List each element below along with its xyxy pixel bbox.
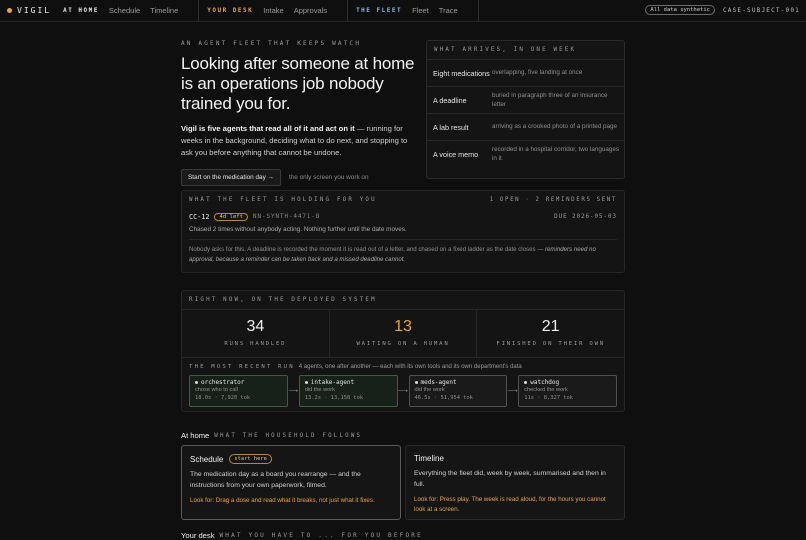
- agent-meta: 11s · 8,327 tok: [524, 395, 573, 401]
- agent-meta: 13.2s · 13,158 tok: [304, 395, 364, 401]
- cta-row: [181, 169, 416, 186]
- agent-meta: 46.5s · 51,954 tok: [414, 395, 473, 401]
- agent-role: did the work: [414, 387, 445, 393]
- held-item-id: CC-12: [189, 213, 210, 221]
- holding-explanation: [189, 245, 617, 265]
- arrives-row-name: Eight medications: [433, 68, 490, 78]
- held-item-due: DUE 2026-05-03: [554, 214, 617, 220]
- hero-eyebrow: AN AGENT FLEET THAT KEEPS WATCH: [181, 40, 362, 47]
- card-title-row: [190, 454, 392, 464]
- holding-divider: [189, 239, 617, 240]
- brand-dot-icon: [7, 8, 12, 13]
- holding-status: 1 OPEN · 2 REMINDERS SENT: [489, 197, 617, 203]
- case-id: CASE-SUBJECT-001: [723, 6, 800, 14]
- your-desk-header: [181, 531, 423, 540]
- hero-title: Looking after someone at home is an operations job nobody trained you for.: [181, 54, 415, 113]
- nav-item-timeline[interactable]: Timeline: [150, 6, 179, 15]
- arrives-eyebrow: WHAT ARRIVES, IN ONE WEEK: [434, 47, 577, 53]
- held-item-code: NN-SYNTH-4471-B: [253, 214, 321, 220]
- hero-lead-bold: Vigil is five agents that read all of it and act on it: [181, 124, 355, 133]
- nav-head-at-home[interactable]: AT HOME: [63, 7, 99, 14]
- holding-eyebrow: WHAT THE FLEET IS HOLDING FOR YOU: [189, 197, 377, 203]
- deployed-eyebrow: RIGHT NOW, ON THE DEPLOYED SYSTEM: [182, 291, 624, 310]
- agent-status-dot-icon: [195, 381, 198, 384]
- at-home-title: At home: [181, 431, 210, 440]
- arrives-row-name: A lab result: [433, 122, 469, 132]
- agent-chain: [182, 370, 624, 412]
- agent-card-intake[interactable]: [299, 375, 398, 407]
- fleet-holding-panel: [181, 190, 625, 273]
- hero-lead: [181, 123, 413, 159]
- hero: [181, 40, 416, 186]
- arrives-row: [427, 86, 624, 113]
- stat-label: FINISHED ON THEIR OWN: [496, 341, 605, 347]
- agent-role: chose who to call: [195, 387, 238, 393]
- recent-run-header: [182, 358, 624, 370]
- agent-card-watchdog[interactable]: [518, 375, 617, 407]
- arrives-row-name: A voice memo: [433, 149, 479, 159]
- brand[interactable]: [7, 6, 51, 15]
- your-desk-title: Your desk: [181, 531, 215, 540]
- stat-label: WAITING ON A HUMAN: [356, 341, 450, 347]
- card-title-row: [414, 454, 616, 463]
- cta-note: the only screen you work on: [288, 174, 369, 181]
- nav-item-fleet[interactable]: Fleet: [412, 6, 429, 15]
- held-item-chased: Chased 2 times without anybody acting. Nothing further until the date moves.: [189, 226, 407, 233]
- card-look-for: Look for: Drag a dose and read what it breaks, not just what it fixes.: [190, 497, 375, 504]
- stats-row: [182, 310, 624, 358]
- deployed-system-panel: [181, 290, 625, 412]
- nav-head-the-fleet[interactable]: THE FLEET: [356, 7, 403, 14]
- top-right: [645, 5, 800, 15]
- agent-name-row: [415, 379, 502, 386]
- arrives-row: [427, 59, 624, 86]
- recent-run-note: 4 agents, one after another — each with its own tools and its own department's data: [298, 364, 522, 370]
- agent-name: orchestrator: [201, 379, 245, 386]
- arrives-row-name: A deadline: [433, 95, 467, 105]
- hero-lead-rest: — running for weeks in the background, deciding what to do next, and stopping to ask you before anything that cannot be undone.: [181, 124, 408, 157]
- stat-value: 13: [394, 318, 412, 335]
- agent-name-row: [305, 379, 392, 386]
- card-body: Everything the fleet did, week by week, summarised and then in full.: [414, 470, 606, 488]
- arrives-row-desc: buried in paragraph three of an insurance letter: [492, 91, 608, 108]
- what-arrives-panel: [426, 40, 625, 179]
- nav-group-at-home: [63, 0, 199, 22]
- start-medication-day-button[interactable]: Start on the medication day →: [181, 169, 281, 186]
- agent-role: checked the work: [524, 387, 568, 393]
- stat-value: 34: [246, 318, 265, 335]
- stat-label: RUNS HANDLED: [224, 341, 287, 347]
- agent-card-meds[interactable]: [409, 375, 508, 407]
- arrow-right-icon: ⟶: [288, 388, 299, 395]
- agent-card-orchestrator[interactable]: [189, 375, 288, 407]
- holding-header: [189, 197, 617, 203]
- agent-status-dot-icon: [305, 381, 308, 384]
- stat-finished-own: [477, 310, 624, 357]
- agent-name: watchdog: [530, 379, 560, 386]
- synthetic-data-pill: All data synthetic: [645, 5, 715, 15]
- agent-role: did the work: [304, 387, 335, 393]
- schedule-card[interactable]: [181, 445, 401, 520]
- start-here-badge: start here: [229, 454, 271, 464]
- timeline-card[interactable]: [405, 445, 625, 520]
- card-title: Schedule: [190, 454, 224, 464]
- your-desk-eyebrow: WHAT YOU HAVE TO ... FOR YOU BEFORE: [219, 532, 423, 539]
- nav-group-your-desk: [207, 0, 348, 22]
- agent-status-dot-icon: [415, 381, 418, 384]
- card-look-for: Look for: Press play. The week is read aloud, for the hours you cannot look at a screen.: [414, 496, 606, 513]
- nav-head-your-desk[interactable]: YOUR DESK: [207, 7, 254, 14]
- arrow-right-icon: ⟶: [507, 388, 518, 395]
- holding-explanation-italic: reminders need no approval, because a reminder can be taken back and a missed deadline cannot.: [189, 246, 596, 263]
- nav-item-schedule[interactable]: Schedule: [108, 6, 141, 15]
- nav-item-approvals[interactable]: Approvals: [293, 6, 328, 15]
- card-title: Timeline: [414, 454, 444, 463]
- nav-item-intake[interactable]: Intake: [263, 6, 284, 15]
- stat-runs-handled: [182, 310, 330, 357]
- held-item-row[interactable]: [189, 213, 617, 221]
- agent-name: intake-agent: [310, 379, 355, 386]
- card-body: The medication day as a board you rearrange — and the instructions from your own paperwork, filmed.: [190, 471, 361, 489]
- brand-name: VIGIL: [17, 6, 52, 15]
- top-nav-bar: [0, 0, 806, 22]
- days-left-badge: 4d left: [214, 213, 248, 221]
- arrives-row-desc: recorded in a hospital corridor, two languages in it: [492, 145, 620, 162]
- at-home-eyebrow: WHAT THE HOUSEHOLD FOLLOWS: [214, 432, 363, 439]
- agent-name: meds-agent: [420, 379, 457, 386]
- at-home-header: [181, 431, 362, 440]
- agent-name-row: [195, 379, 282, 386]
- agent-status-dot-icon: [524, 381, 527, 384]
- stat-value: 21: [541, 318, 560, 335]
- agent-meta: 18.0s · 7,920 tok: [195, 395, 251, 401]
- arrives-row: [427, 140, 624, 167]
- arrives-row-desc: arriving as a crooked photo of a printed page: [492, 123, 617, 131]
- nav-group-the-fleet: [356, 0, 479, 22]
- holding-explanation-plain: Nobody asks for this. A deadline is recorded the moment it is read out of a letter, and chased on a fixed ladder as the date closes —: [189, 246, 546, 253]
- agent-name-row: [524, 379, 611, 386]
- nav-item-trace[interactable]: Trace: [438, 6, 458, 15]
- arrives-row-desc: overlapping, five landing at once: [492, 69, 583, 77]
- arrives-row: [427, 113, 624, 140]
- recent-run-eyebrow: THE MOST RECENT RUN: [189, 364, 295, 370]
- stat-waiting-on-human: [330, 310, 478, 357]
- arrow-right-icon: ⟶: [397, 388, 409, 395]
